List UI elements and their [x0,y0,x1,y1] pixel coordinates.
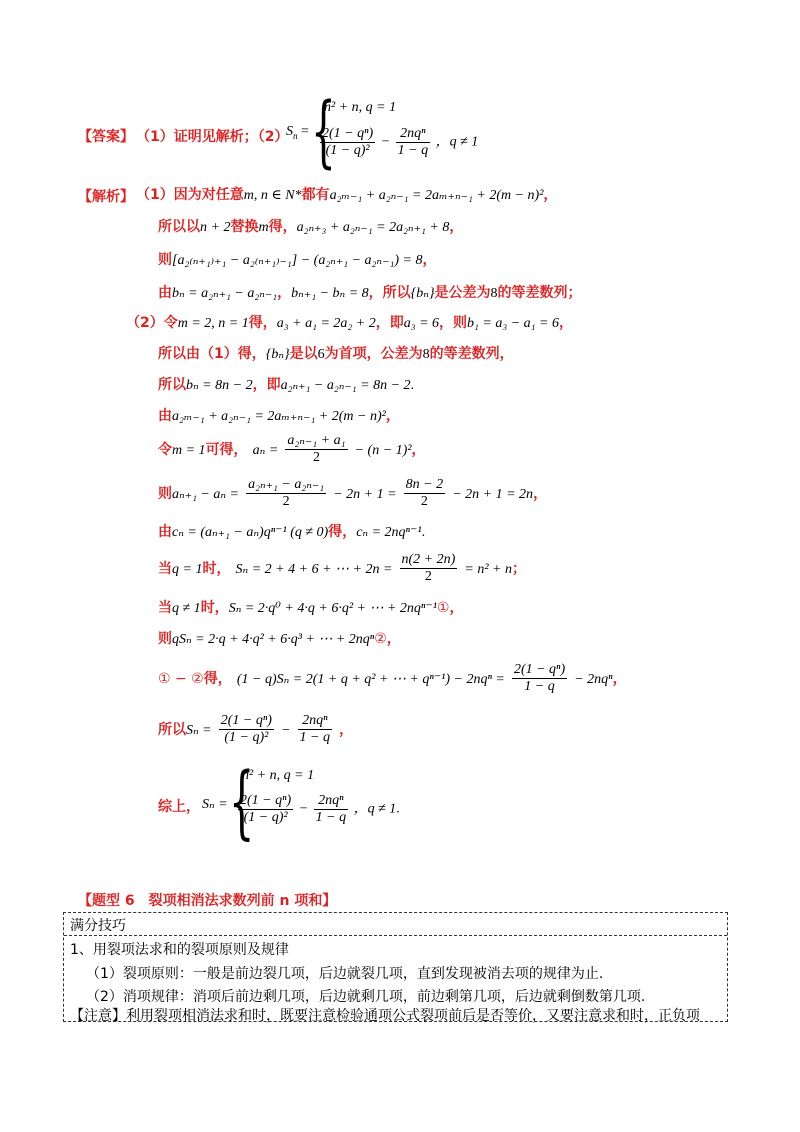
analysis-line-2: 所以以n + 2替换m得，a₂ₙ₊₃ + a₂ₙ₋₁ = 2a₂ₙ₊₁ + 8， [158,219,464,235]
conclusion-label: 综上， [158,799,200,815]
answer-label: 【答案】 [78,129,134,145]
analysis-line-1: （1）因为对任意m, n ∈ N*都有a₂ₘ₋₁ + a₂ₙ₋₁ = 2aₘ₊ₙ₋₁ + 2(m − n)²， [136,187,558,203]
conclusion-brace: { [229,755,255,848]
analysis-line-15: ① − ②得， (1 − q)Sₙ = 2(1 + q + q² + ⋯ + qⁿ⁻¹) − 2nqⁿ = $\frac{\text{2(1 − qⁿ)}}{1 - q}$ − 2nqⁿ， [158,662,627,694]
analysis-line-7: 所以bₙ = 8n − 2，即a₂ₙ₊₁ − a₂ₙ₋₁ = 8n − 2. [158,377,415,393]
analysis-line-10: 则aₙ₊₁ − aₙ = $\frac{\text{a₂ₙ₊₁ − a₂ₙ₋₁}}{2}$ − 2n + 1 = $\frac{8n - 2}{2}$ − 2n + 1 = 2n， [158,477,548,509]
tips-item-4: 【注意】利用裂项相消法求和时，既要注意检验通项公式裂项前后是否等价，又要注意求和时，正负项 [70,1008,700,1024]
analysis-line-14: 则qSₙ = 2·q + 4·q² + 6·q³ + ⋯ + 2nqⁿ②， [158,631,401,647]
tips-box [63,912,728,1022]
answer-text: （1）证明见解析；（2） [136,129,289,145]
tips-item-1: 1、用裂项法求和的裂项原则及规律 [70,942,289,958]
answer-case1: n² + n, q = 1 [324,100,397,115]
answer-sn: $S_n$ = [286,124,309,141]
answer-case2: $\frac{\text{2(1 − qⁿ)}}{\text{(1 − q)²}}$ − $\frac{\text{2nqⁿ}}{1 - q}$ ，q ≠ 1 [322,126,479,158]
analysis-line-9: 令m = 1可得， aₙ = $\frac{\text{a₂ₙ₋₁ + a₁}}{2}$ − (n − 1)²， [158,433,426,465]
analysis-line-13: 当q ≠ 1时，Sₙ = 2·q⁰ + 4·q + 6·q² + ⋯ + 2nqⁿ⁻¹①， [158,600,464,616]
analysis-line-6: 所以由（1）得，{bₙ}是以6为首项，公差为8的等差数列， [158,346,514,362]
analysis-line-8: 由a₂ₘ₋₁ + a₂ₙ₋₁ = 2aₘ₊ₙ₋₁ + 2(m − n)²， [158,408,400,424]
analysis-line-12: 当q = 1时， Sₙ = 2 + 4 + 6 + ⋯ + 2n = $\frac{n(2 + 2n)}{2}$ = n² + n； [158,552,526,584]
conclusion-case1: n² + n, q = 1 [242,768,315,783]
analysis-line-4: 由bₙ = a₂ₙ₊₁ − a₂ₙ₋₁，bₙ₊₁ − bₙ = 8，所以{bₙ}是公差为8的等差数列； [158,285,582,301]
answer-brace: { [311,87,336,177]
analysis-label: 【解析】 [78,189,134,205]
analysis-line-5: （2）令m = 2, n = 1得，a₃ + a₁ = 2a₂ + 2，即a₃ = 6，则b₁ = a₃ − a₁ = 6， [126,315,573,331]
conclusion-sn: Sₙ = [202,797,228,812]
section-title: 【题型 6 裂项相消法求数列前 n 项和】 [78,893,337,909]
tips-header: 满分技巧 [70,918,126,934]
conclusion-case2: $\frac{\text{2(1 − qⁿ)}}{\text{(1 − q)²}}$ − $\frac{\text{2nqⁿ}}{1 - q}$ ，q ≠ 1. [240,793,400,825]
analysis-line-3: 则[a₂₍ₙ₊₁₎₊₁ − a₂₍ₙ₊₁₎₋₁] − (a₂ₙ₊₁ − a₂ₙ₋₁) = 8， [158,252,437,268]
analysis-line-16: 所以Sₙ = $\frac{\text{2(1 − qⁿ)}}{\text{(1 − q)²}}$ − $\frac{\text{2nqⁿ}}{1 - q}$ ， [158,713,354,745]
tips-item-2: （1）裂项原则：一般是前边裂几项，后边就裂几项，直到发现被消去项的规律为止. [86,966,604,982]
tips-divider [64,935,727,936]
analysis-line-11: 由cₙ = (aₙ₊₁ − aₙ)qⁿ⁻¹ (q ≠ 0)得，cₙ = 2nqⁿ⁻¹. [158,524,426,540]
tips-item-3: （2）消项规律：消项后前边剩几项，后边就剩几项，前边剩第几项，后边就剩倒数第几项. [86,989,646,1005]
